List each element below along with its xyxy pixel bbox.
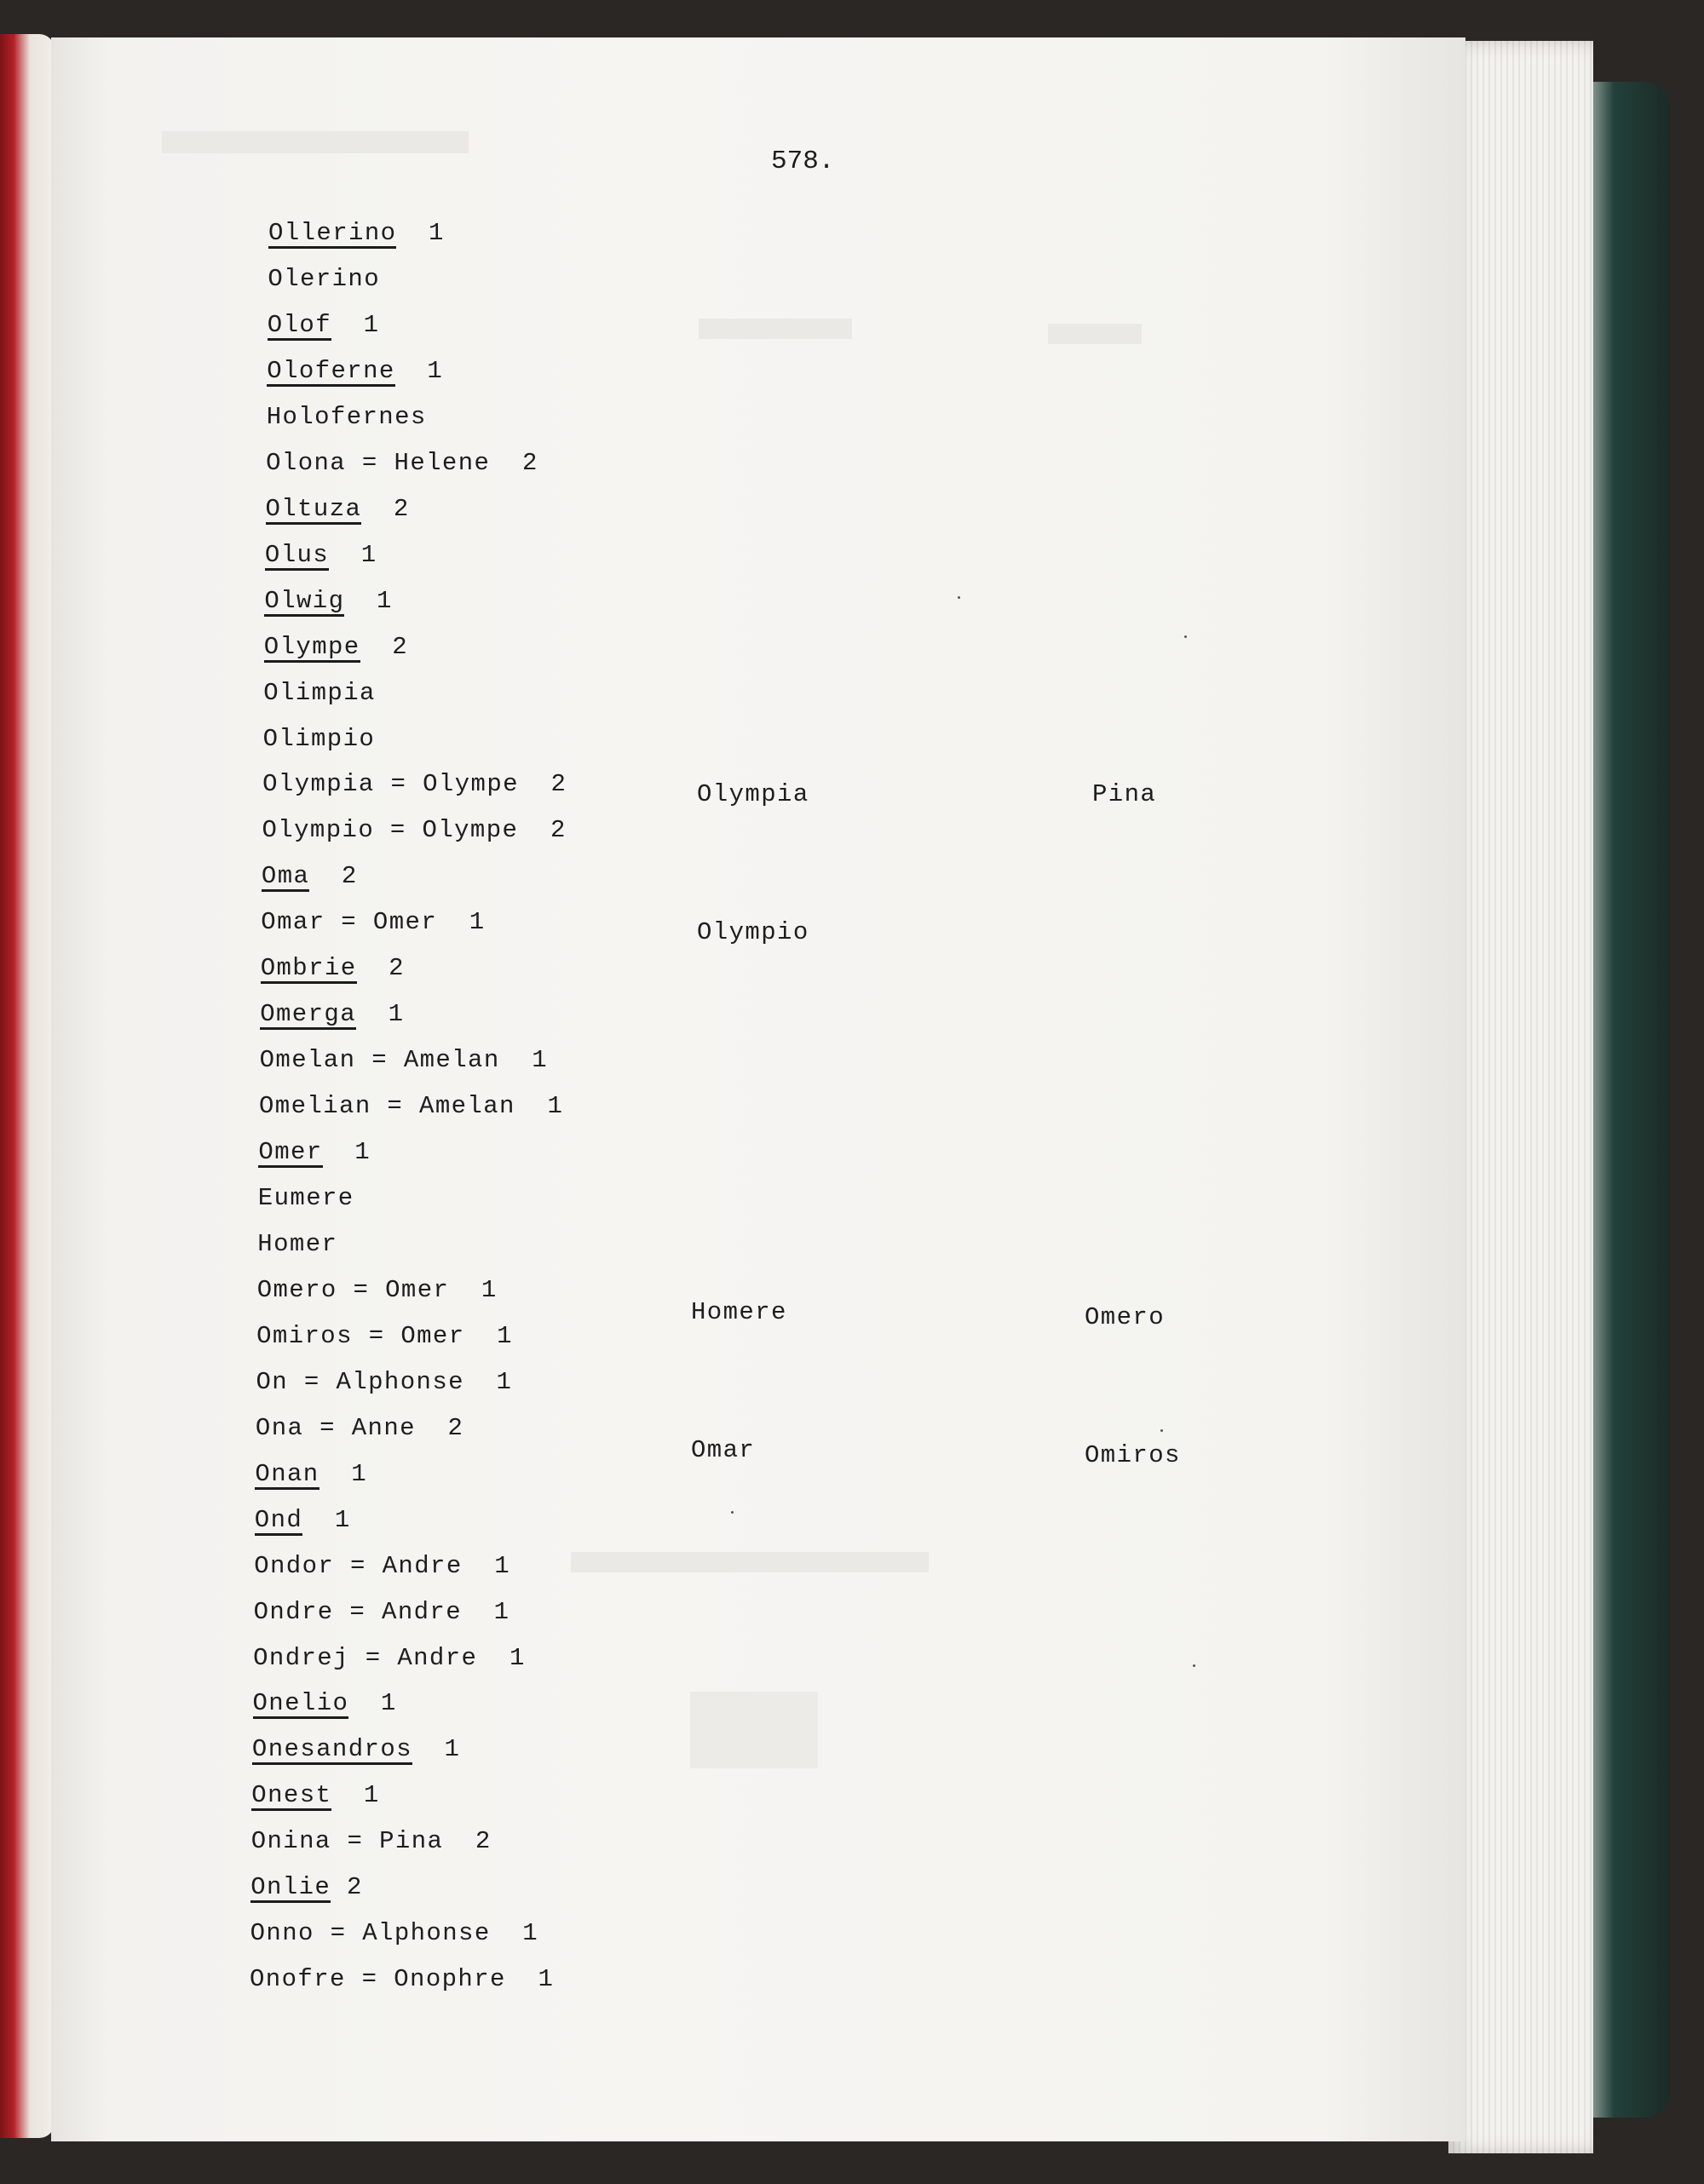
bleed-through-shadow xyxy=(690,1692,818,1768)
entry-headword: Ombrie xyxy=(260,954,357,983)
index-entry xyxy=(260,999,404,1030)
entry-text: Eumere xyxy=(257,1184,354,1212)
entry-headword: Oma xyxy=(261,862,310,891)
entry-headword: Omer xyxy=(258,1138,323,1166)
variant-name: Homere xyxy=(691,1298,787,1326)
index-entry xyxy=(267,356,443,387)
index-entry xyxy=(253,1643,526,1674)
entry-headword: Olympe xyxy=(263,632,360,661)
entry-text: Ondor = Andre 1 xyxy=(254,1551,511,1580)
paper-speck xyxy=(1184,635,1187,638)
book-page xyxy=(51,37,1465,2141)
entry-text: Olimpia xyxy=(263,678,376,707)
entry-headword: Onlie xyxy=(250,1873,331,1902)
entry-headword: Ond xyxy=(254,1505,303,1534)
index-entry xyxy=(261,907,485,938)
index-entry xyxy=(256,1367,513,1398)
paper-speck xyxy=(1193,1664,1195,1667)
variant-list-omer-col2 xyxy=(691,1198,787,1566)
index-entry xyxy=(265,540,377,571)
entry-text: Olerino xyxy=(268,264,381,293)
paper-speck xyxy=(958,596,960,599)
entry-headword: Oloferne xyxy=(267,356,395,385)
index-entry xyxy=(262,861,358,892)
entry-frequency: 1 xyxy=(331,310,380,339)
index-entry xyxy=(267,402,427,433)
index-entry xyxy=(256,1413,463,1444)
index-entry xyxy=(257,1275,498,1306)
index-entry xyxy=(254,1551,510,1582)
index-entry xyxy=(251,1826,492,1857)
entry-frequency: 1 xyxy=(302,1505,351,1534)
entry-text: Olympia = Olympe 2 xyxy=(262,770,567,799)
entry-frequency: 2 xyxy=(356,954,405,983)
entry-frequency: 2 xyxy=(360,632,409,661)
entry-frequency: 1 xyxy=(331,1781,380,1810)
index-entry xyxy=(261,953,405,984)
entry-frequency: 1 xyxy=(396,219,445,247)
entry-headword: Olof xyxy=(267,310,332,339)
index-entry xyxy=(263,678,376,709)
index-entry xyxy=(262,769,567,800)
index-entry xyxy=(259,1091,563,1122)
entry-text: Onofre = Onophre 1 xyxy=(250,1965,555,1994)
index-entry xyxy=(255,1505,351,1536)
index-entry xyxy=(257,1229,337,1260)
index-entry xyxy=(250,1964,554,1995)
entry-text: Ondre = Andre 1 xyxy=(253,1597,510,1626)
variant-list-olympe-col2 xyxy=(697,680,809,1048)
entry-frequency: 1 xyxy=(394,356,444,385)
index-entry xyxy=(268,310,380,341)
entry-text: Omelian = Amelan 1 xyxy=(259,1092,564,1120)
index-entry xyxy=(268,264,380,295)
variant-name: Olympia xyxy=(697,780,809,808)
index-entry xyxy=(262,815,567,846)
entry-text: Homer xyxy=(257,1229,338,1258)
variant-name: Pina xyxy=(1092,780,1157,808)
variant-list-olympe-col3 xyxy=(1092,680,1189,910)
entry-frequency: 1 xyxy=(412,1735,461,1764)
entry-headword: Onan xyxy=(255,1459,320,1488)
entry-text: Omero = Omer 1 xyxy=(256,1275,498,1304)
bleed-through-shadow xyxy=(162,131,469,153)
entry-headword: Onest xyxy=(251,1781,332,1810)
entry-text: Ondrej = Andre 1 xyxy=(253,1643,526,1672)
entry-headword: Onesandros xyxy=(251,1735,412,1764)
entry-frequency: 2 xyxy=(331,1873,363,1902)
index-entry xyxy=(250,1918,538,1949)
entry-frequency: 1 xyxy=(356,1000,405,1029)
entry-frequency: 1 xyxy=(319,1459,368,1488)
index-entry xyxy=(266,494,410,525)
entry-headword: Ollerino xyxy=(268,219,397,247)
variant-name: Omiros xyxy=(1085,1441,1181,1469)
entry-headword: Olwig xyxy=(264,586,345,615)
index-entry xyxy=(254,1597,510,1628)
variant-name: Omar xyxy=(691,1436,756,1464)
entry-frequency: 2 xyxy=(309,862,358,891)
entry-frequency: 1 xyxy=(344,586,393,615)
paper-speck xyxy=(731,1511,734,1514)
index-entry xyxy=(251,1780,379,1811)
entry-text: Olona = Helene 2 xyxy=(266,448,538,477)
bleed-through-shadow xyxy=(699,319,852,339)
index-entry xyxy=(253,1688,397,1719)
entry-frequency: 2 xyxy=(361,494,410,523)
entry-frequency: 1 xyxy=(322,1138,371,1166)
paper-speck xyxy=(1160,1429,1163,1432)
entry-headword: Omerga xyxy=(260,1000,357,1029)
previous-page-edge xyxy=(0,34,55,2138)
index-entry xyxy=(255,1459,367,1490)
variant-name: Olympio xyxy=(697,918,809,946)
index-entry xyxy=(263,724,376,755)
bleed-through-shadow xyxy=(1048,324,1142,344)
entry-text: Onno = Alphonse 1 xyxy=(250,1919,539,1948)
index-entry xyxy=(252,1734,460,1765)
variant-name: Omero xyxy=(1085,1303,1166,1331)
entry-headword: Oltuza xyxy=(265,494,362,523)
entry-text: Onina = Pina 2 xyxy=(250,1827,492,1856)
index-entry xyxy=(256,1321,513,1352)
page-number: 578. xyxy=(771,147,835,176)
entry-text: On = Alphonse 1 xyxy=(256,1367,513,1396)
index-entry xyxy=(258,1183,354,1214)
index-entry xyxy=(260,1045,548,1076)
entry-text: Omiros = Omer 1 xyxy=(256,1321,513,1350)
entry-headword: Onelio xyxy=(252,1689,349,1718)
page-stack-edge xyxy=(1448,41,1593,2153)
index-entry xyxy=(266,448,538,479)
entry-text: Omar = Omer 1 xyxy=(261,908,486,937)
entry-headword: Olus xyxy=(264,540,330,569)
entry-frequency: 1 xyxy=(348,1689,397,1718)
entry-text: Olympio = Olympe 2 xyxy=(262,816,567,845)
entry-text: Holofernes xyxy=(266,402,427,431)
variant-list-omer-col3 xyxy=(1085,1203,1181,1571)
index-entry xyxy=(268,218,445,249)
index-entry xyxy=(264,586,392,617)
entry-frequency: 1 xyxy=(329,540,377,569)
entry-text: Ona = Anne 2 xyxy=(255,1413,464,1442)
index-entry xyxy=(250,1872,363,1903)
entry-text: Omelan = Amelan 1 xyxy=(259,1046,549,1075)
entry-text: Olimpio xyxy=(262,724,376,753)
index-entry xyxy=(264,632,408,663)
index-entry xyxy=(258,1137,371,1168)
